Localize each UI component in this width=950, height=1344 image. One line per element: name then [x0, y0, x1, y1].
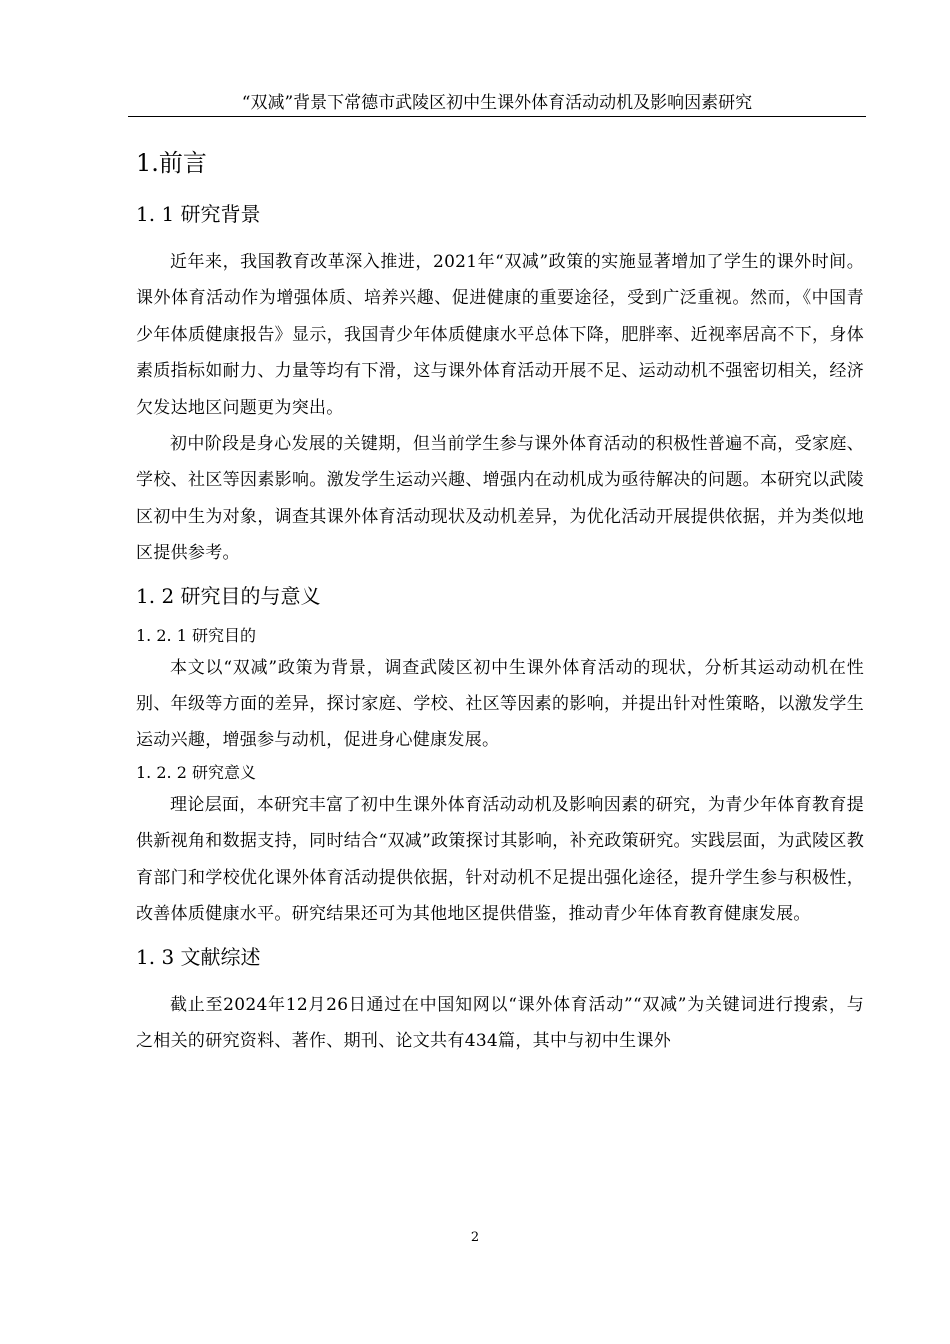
subsection-heading-1-2-2: 1. 2. 2 研究意义: [136, 762, 256, 782]
paragraph-research-significance: 理论层面，本研究丰富了初中生课外体育活动动机及影响因素的研究，为青少年体育教育提供新视角和数据支持，同时结合“双减”政策探讨其影响，补充政策研究。实践层面，为武陵区教育部门和学校优化课外体育活动提供依据，针对动机不足提出强化途径，提升学生参与积极性，改善体质健康水平。研究结果还可为其他地区提供借鉴，推动青少年体育教育健康发展。: [136, 794, 864, 925]
section-heading-1-3: 1. 3 文献综述: [136, 944, 261, 969]
chapter-title: 1.前言: [136, 149, 207, 177]
section-heading-1-1: 1. 1 研究背景: [136, 202, 261, 226]
running-header: “双减”背景下常德市武陵区初中生课外体育活动动机及影响因素研究: [128, 92, 866, 117]
paragraph-research-background-2: 初中阶段是身心发展的关键期，但当前学生参与课外体育活动的积极性普遍不高，受家庭、学校、社区等因素影响。激发学生运动兴趣、增强内在动机成为亟待解决的问题。本研究以武陵区初中生为对象，调查其课外体育活动现状及动机差异，为优化活动开展提供依据，并为类似地区提供参考。: [136, 434, 864, 564]
paragraph-literature-review: 截止至2024年12月26日通过在中国知网以“课外体育活动”“双减”为关键词进行搜索，与之相关的研究资料、著作、期刊、论文共有434篇，其中与初中生课外: [136, 994, 864, 1051]
paragraph-research-background-1: 近年来，我国教育改革深入推进，2021年“双减”政策的实施显著增加了学生的课外时间。课外体育活动作为增强体质、培养兴趣、促进健康的重要途径，受到广泛重视。然而，《中国青少年体质健康报告》显示，我国青少年体质健康水平总体下降，肥胖率、近视率居高不下，身体素质指标如耐力、力量等均有下滑，这与课外体育活动开展不足、运动动机不强密切相关，经济欠发达地区问题更为突出。: [136, 252, 864, 418]
subsection-heading-1-2-1: 1. 2. 1 研究目的: [136, 625, 256, 645]
page-number: 2: [470, 1230, 480, 1245]
page-body: [136, 140, 864, 1059]
section-heading-1-2: 1. 2 研究目的与意义: [136, 583, 321, 608]
paragraph-research-purpose: 本文以“双减”政策为背景，调查武陵区初中生课外体育活动的现状，分析其运动动机在性别、年级等方面的差异，探讨家庭、学校、社区等因素的影响，并提出针对性策略，以激发学生运动兴趣，增强参与动机，促进身心健康发展。: [136, 657, 864, 751]
